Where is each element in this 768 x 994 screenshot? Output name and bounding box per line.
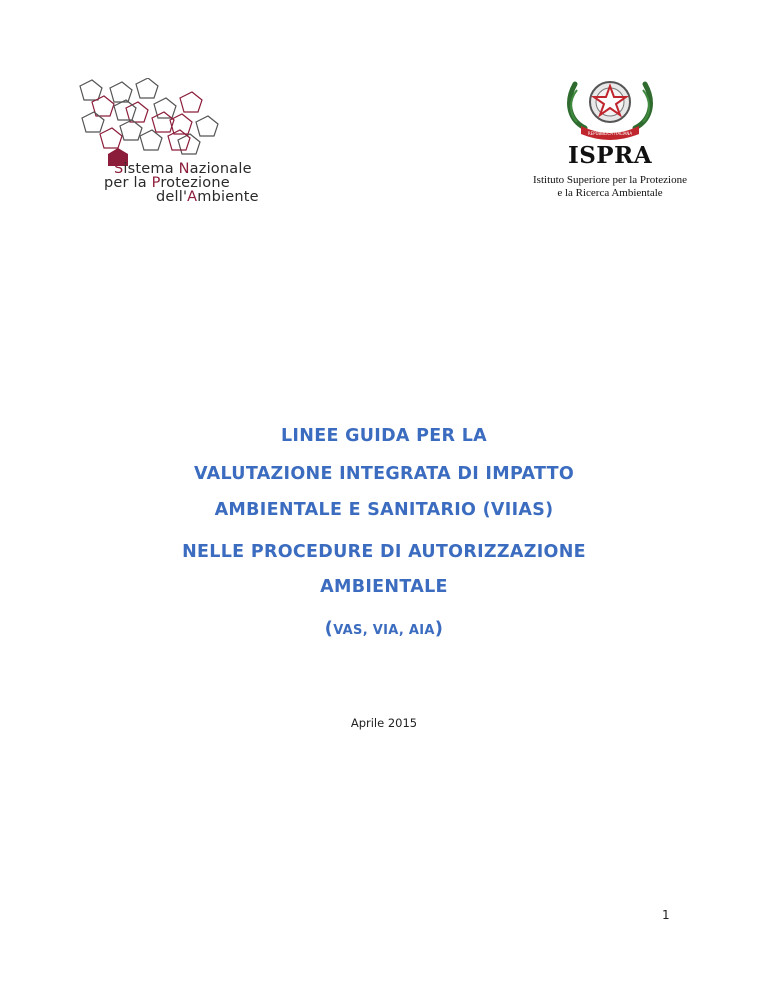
snpa-text-per-la: per la [104,175,152,191]
title-line-3: AMBIENTALE E SANITARIO (VIIAS) [214,500,554,520]
italian-republic-emblem-icon [555,70,665,140]
ispra-subtitle-line2: e la Ricerca Ambientale [557,187,663,199]
hexagon-network-icon [70,78,280,168]
emblem-ribbon-text: REPUBBLICA ITALIANA [587,131,633,136]
ispra-logo [520,70,700,205]
snpa-text-nazionale: azionale [189,161,252,177]
paren-open: ( [324,618,334,639]
snpa-initial-s: S [114,161,124,177]
title-line-1: LINEE GUIDA PER LA [280,426,487,446]
snpa-text-ambiente: mbiente [197,189,259,205]
ispra-name: ISPRA [567,142,653,169]
snpa-initial-p: P [151,175,161,191]
page-number: 1 [662,908,670,922]
title-line-2: VALUTAZIONE INTEGRATA DI IMPATTO [193,464,575,484]
snpa-text-sistema: istema [123,161,179,177]
publication-date: Aprile 2015 [350,716,418,730]
snpa-wordmark [104,162,259,204]
ispra-subtitle [520,174,700,200]
snpa-initial-n: N [178,161,190,177]
snpa-text-protezione: rotezione [160,175,230,191]
procedures-subtitle [0,618,768,639]
ispra-subtitle-line1: Istituto Superiore per la Protezione [533,174,687,186]
snpa-text-dell: dell' [156,189,188,205]
title-line-4: NELLE PROCEDURE DI AUTORIZZAZIONE [182,542,586,562]
snpa-initial-a: A [187,189,198,205]
title-line-5: AMBIENTALE [320,577,448,597]
snpa-logo [70,78,280,206]
procedures-list: VAS, VIA, AIA [333,623,435,638]
paren-close: ) [434,618,444,639]
